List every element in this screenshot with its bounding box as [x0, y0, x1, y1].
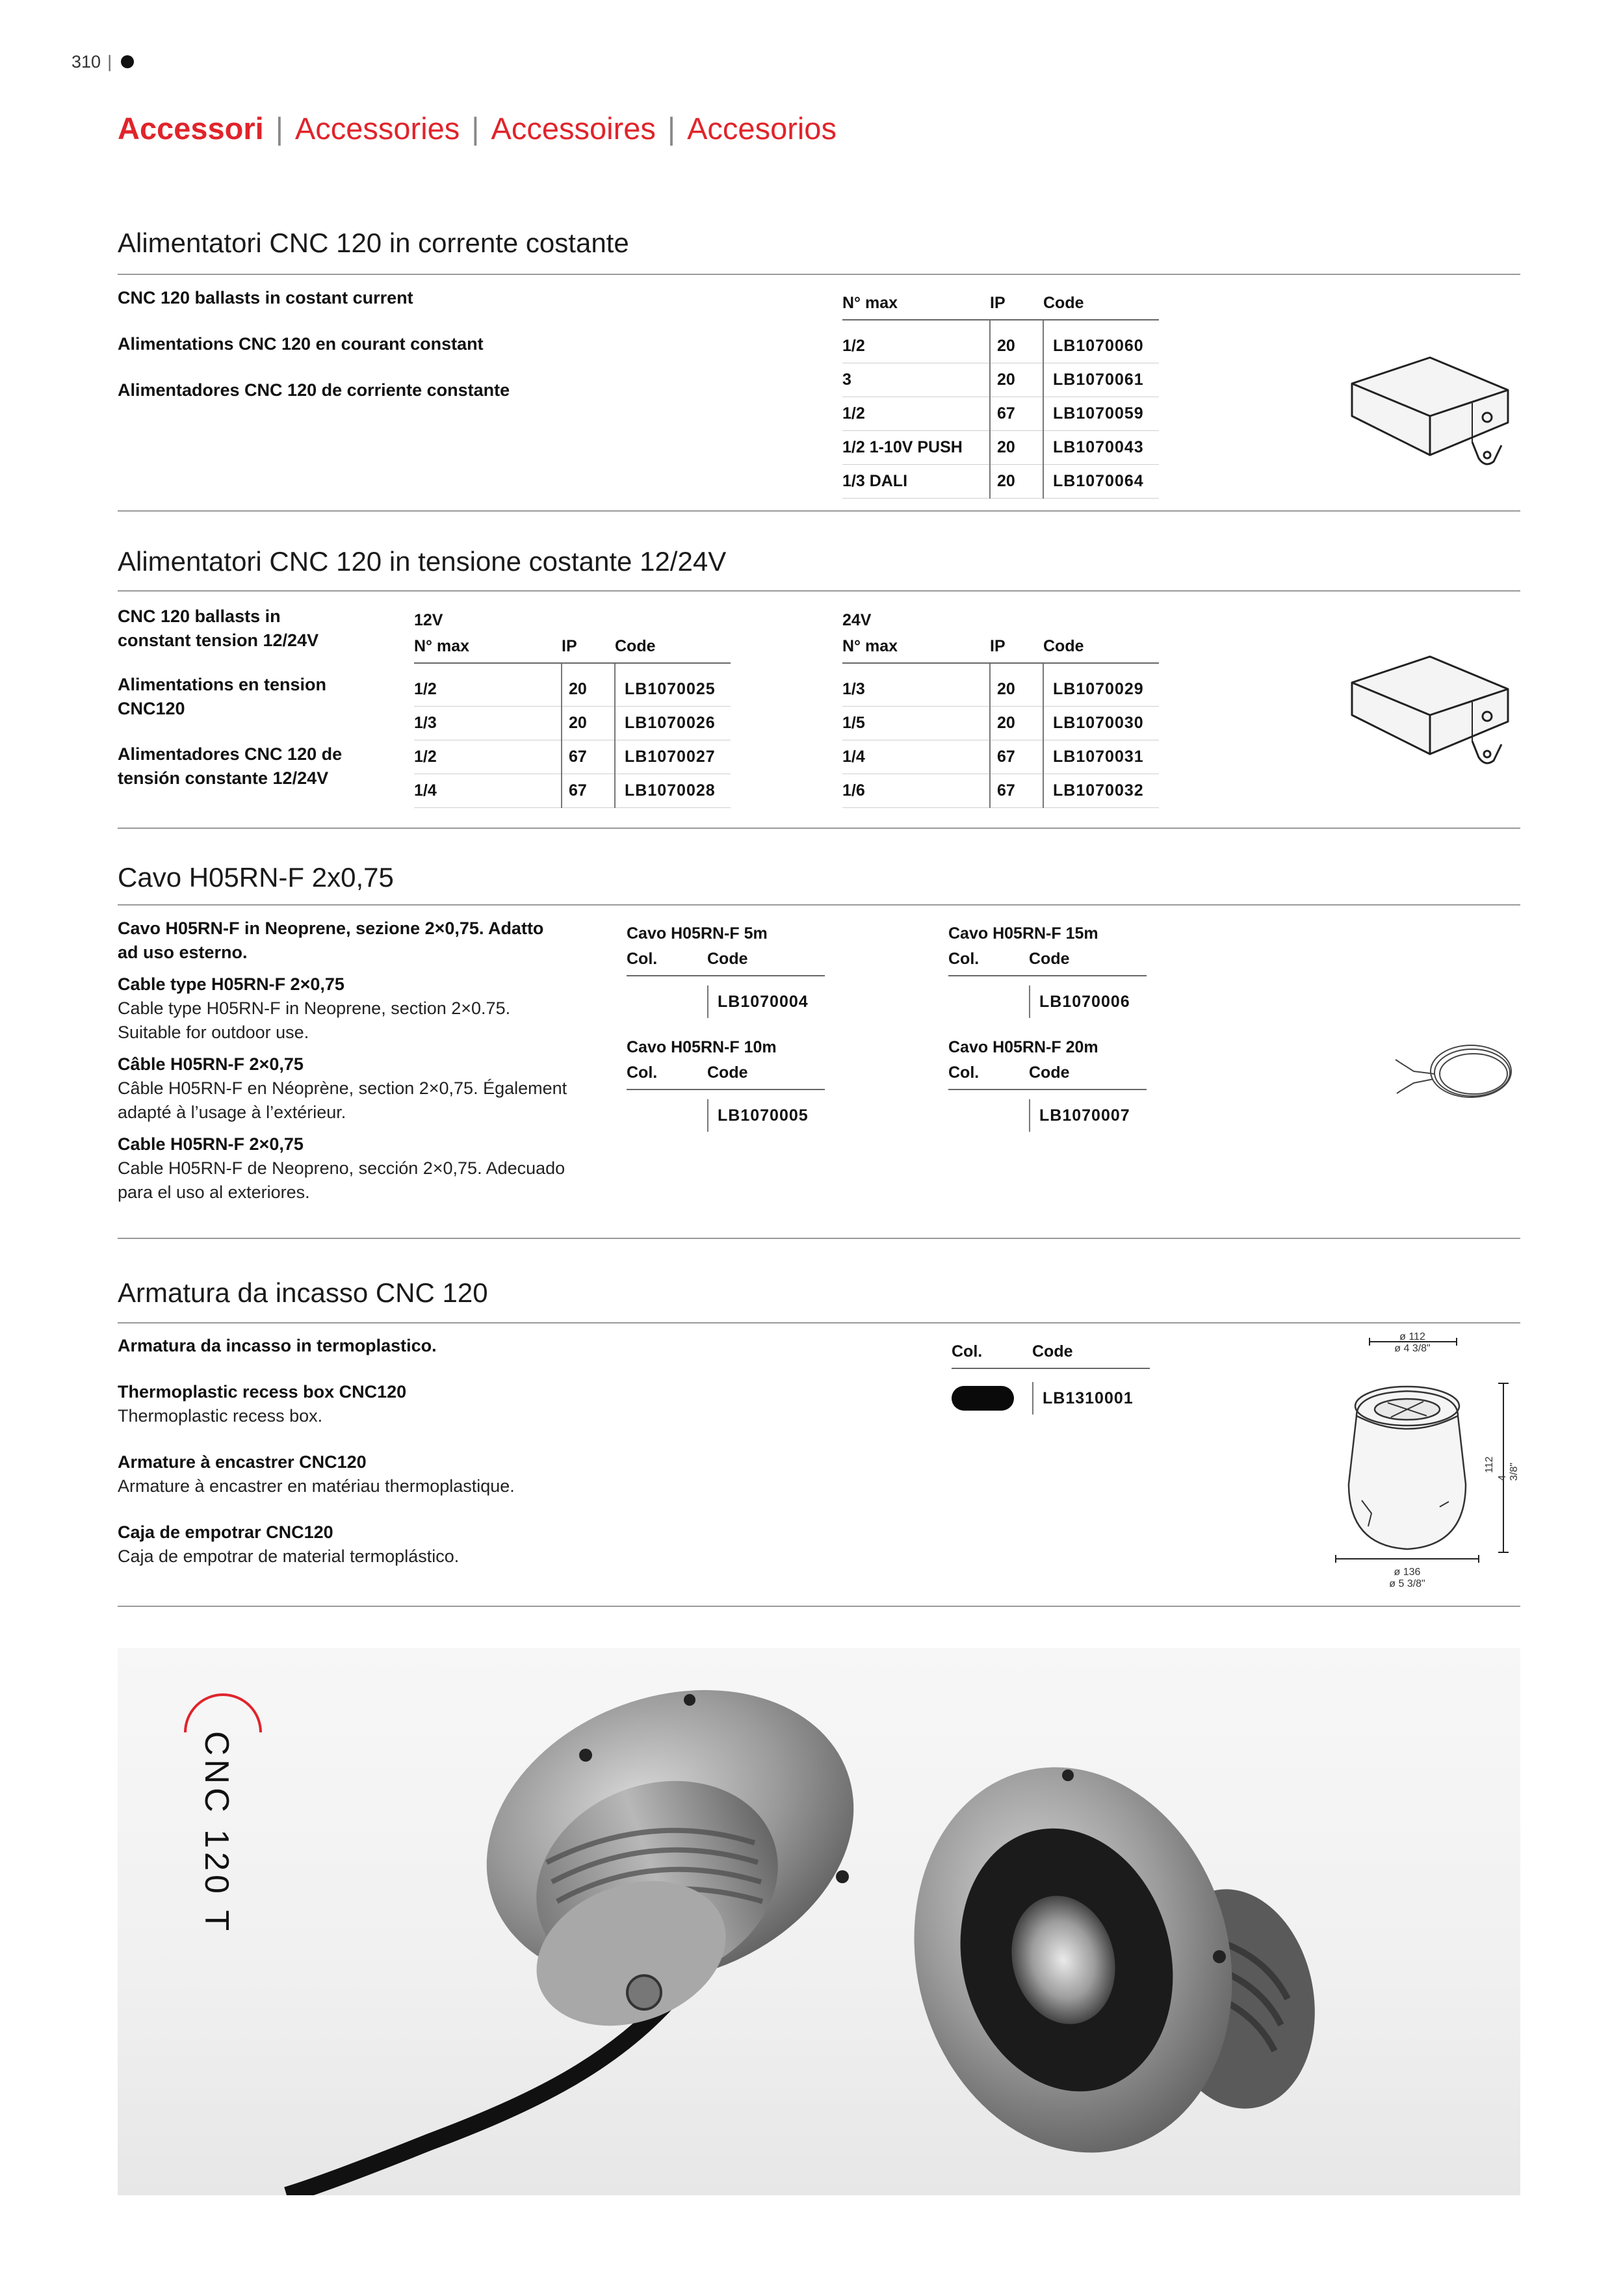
section-heading-constant-voltage: Alimentatori CNC 120 in tensione costante 12/24V	[118, 546, 727, 577]
title-fr: Accessoires	[491, 111, 656, 146]
cable-description: Cavo H05RN-F in Neoprene, sezione 2×0,75. Adatto ad uso esterno. Cable type H05RN-F 2×0,75 Cable type H05RN-F in Neoprene, section 2×0.75. Suitable for outdoor use. Câble H05RN-F 2×0,75 Câble H05RN-F en Néoprène, section 2×0,75. Également adapté à l’usage à l’extérieur. Cable H05RN-F 2×0,75 Cable H05RN-F de Neopreno, sección 2×0,75. Adecuado para el uso al exteriores.	[118, 919, 567, 1202]
cable-coil-illustration	[1394, 1034, 1518, 1118]
ballast-cc-table	[842, 294, 1159, 499]
section-divider	[118, 1322, 1520, 1324]
section-divider	[118, 904, 1520, 906]
table-row: 1/4 67 LB1070028	[414, 774, 731, 808]
section-divider	[118, 1238, 1520, 1239]
section-divider	[118, 274, 1520, 275]
cable-20m-block: Cavo H05RN-F 20m Col. Code LB1070007	[948, 1038, 1147, 1132]
section-heading-cable: Cavo H05RN-F 2x0,75	[118, 862, 394, 893]
page-title: Accessori | Accessories | Accessoires | Accesorios	[118, 111, 837, 146]
desc-fr: Alimentations en tension CNC120	[118, 675, 327, 718]
table-row: 3 20 LB1070061	[842, 363, 1159, 397]
voltage-label-12v: 12V	[414, 611, 443, 629]
voltage-label-24v: 24V	[842, 611, 872, 629]
color-swatch-black	[952, 1386, 1014, 1411]
red-arc-marker	[177, 1682, 268, 1734]
desc-es: Alimentadores CNC 120 de corriente constante	[118, 380, 510, 400]
desc-es: Alimentadores CNC 120 de tensión constante 12/24V	[118, 744, 343, 788]
section-divider	[118, 510, 1520, 512]
product-photo	[118, 1648, 1520, 2195]
table-row: 1/2 1-10V PUSH 20 LB1070043	[842, 431, 1159, 465]
product-label: CNC 120 T	[198, 1731, 235, 1935]
title-en: Accessories	[294, 111, 460, 146]
section-divider	[118, 828, 1520, 829]
col-header-ip: IP	[990, 294, 1043, 320]
table-row: 1/6 67 LB1070032	[842, 774, 1159, 808]
table-row: 1/3 20 LB1070026	[414, 707, 731, 740]
section-divider	[118, 590, 1520, 592]
table-row: 1/3 DALI 20 LB1070064	[842, 465, 1159, 499]
recess-box-description: Armatura da incasso in termoplastico. Thermoplastic recess box CNC120 Thermoplastic recess box. Armature à encastrer CNC120 Armature à encastrer en matériau thermoplastique. Caja de empotrar CNC120 Caja de empotrar de material termoplástico.	[118, 1336, 515, 1566]
ballast-12v-table: N° max IP Code 1/2 20 LB1070025 1/3 20 LB1070026 1/2 67 LB1070027 1/4 67 LB1070028	[414, 637, 731, 808]
table-row: 1/3 20 LB1070029	[842, 663, 1159, 707]
title-es: Accesorios	[687, 111, 837, 146]
table-row: 1/2 20 LB1070060	[842, 320, 1159, 363]
page-number: 310 |	[71, 52, 134, 72]
cable-10m-block: Cavo H05RN-F 10m Col. Code LB1070005	[627, 1038, 825, 1132]
section-heading-recess-box: Armatura da incasso CNC 120	[118, 1277, 488, 1308]
ballast-24v-table: N° max IP Code 1/3 20 LB1070029 1/5 20 LB1070030 1/4 67 LB1070031 1/6 67 LB1070032	[842, 637, 1159, 808]
desc-en: CNC 120 ballasts in constant tension 12/24V	[118, 607, 319, 650]
recess-box-drawing: ø 112 ø 4 3/8" 112 4 3/8" ø 136 ø 5 3/8"	[1310, 1331, 1518, 1598]
table-row: 1/2 20 LB1070025	[414, 663, 731, 707]
section-heading-constant-current: Alimentatori CNC 120 in corrente costante	[118, 228, 629, 258]
cable-5m-block: Cavo H05RN-F 5m Col. Code LB1070004	[627, 924, 825, 1018]
title-it: Accessori	[118, 111, 264, 146]
ballast-box-illustration	[1345, 345, 1514, 475]
recess-box-code-table: Col. Code LB1310001	[952, 1342, 1150, 1415]
ballast-box-illustration	[1345, 644, 1514, 774]
bullet-dot-icon	[121, 55, 134, 68]
cable-15m-block: Cavo H05RN-F 15m Col. Code LB1070006	[948, 924, 1147, 1018]
col-header-code: Code	[1043, 294, 1159, 320]
desc-fr: Alimentations CNC 120 en courant constant	[118, 334, 484, 354]
col-header-nmax: N° max	[842, 294, 990, 320]
table-row: 1/5 20 LB1070030	[842, 707, 1159, 740]
table-row: 1/4 67 LB1070031	[842, 740, 1159, 774]
table-row: 1/2 67 LB1070059	[842, 397, 1159, 431]
desc-en: CNC 120 ballasts in costant current	[118, 288, 413, 307]
section-divider	[118, 1606, 1520, 1607]
table-row: 1/2 67 LB1070027	[414, 740, 731, 774]
